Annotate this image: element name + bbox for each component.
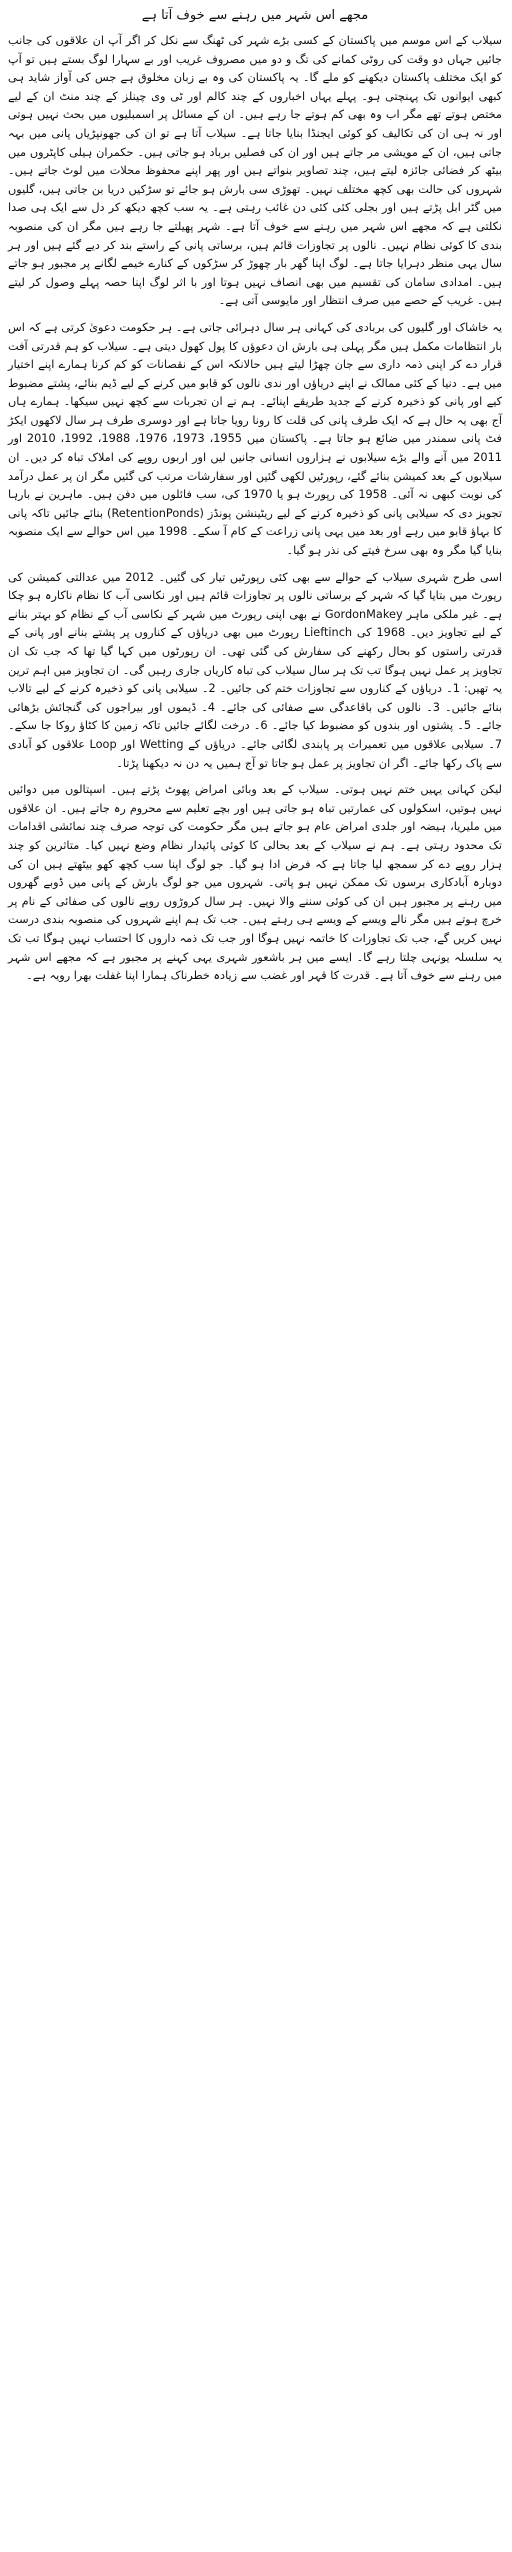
article-paragraph-1: سیلاب کے اس موسم میں پاکستان کے کسی بڑے شہر کی ٹھنگ سے نکل کر اگر آپ ان علاقوں کی جانب جائیں جہاں دو وقت کی روٹی کمانے کی تگ و دو میں مصروف غریب اور بے سہارا لوگ بستے ہیں تو آپ کو ایک مختلف پاکستان دیکھنے کو ملے گا۔ یہ پاکستان کی وہ بے زبان مخلوق ہے جس کی آواز شاید ہی کبھی ایوانوں تک پہنچتی ہو۔ پہلے یہاں اخباروں کے چند کالم اور ٹی وی چینلز کے چند منٹ ان کے لیے مختص ہوتے تھے مگر اب وہ بھی کم ہوتے جا رہے ہیں۔ ان کے مسائل پر اسمبلیوں میں بحث نہیں ہوتی اور نہ ہی ان کی تکالیف کو کوئی ایجنڈا بنایا جاتا ہے۔ سیلاب آتا ہے تو ان کی جھونپڑیاں پانی میں بہہ جاتی ہیں، ان کے مویشی مر جاتے ہیں اور ان کی فصلیں برباد ہو جاتی ہیں۔ حکمران ہیلی کاپٹروں میں بیٹھ کر فضائی جائزہ لیتے ہیں، چند تصاویر بنواتے ہیں اور پھر اپنے محفوظ محلات میں لوٹ جاتے ہیں۔ شہروں کی حالت بھی کچھ مختلف نہیں۔ تھوڑی سی بارش ہو جائے تو سڑکیں دریا بن جاتی ہیں، گلیوں میں گٹر ابل پڑتے ہیں اور بجلی کئی کئی دن غائب رہتی ہے۔ یہ سب کچھ دیکھ کر دل سے ایک ہی صدا نکلتی ہے کہ مجھے اس شہر میں رہنے سے خوف آتا ہے۔ شہر پھیلتے جا رہے ہیں مگر ان کی منصوبہ بندی کا کوئی نظام نہیں۔ نالوں پر تجاوزات قائم ہیں، برساتی پانی کے راستے بند کر دیے گئے ہیں اور ہر سال یہی منظر دہرایا جاتا ہے۔ لوگ اپنا گھر بار چھوڑ کر سڑکوں کے کنارے خیمے لگانے پر مجبور ہو جاتے ہیں۔ امدادی سامان کی تقسیم میں بھی انصاف نہیں ہوتا اور با اثر لوگ اپنا حصہ پہلے وصول کر لیتے ہیں۔ غریب کے حصے میں صرف انتظار اور مایوسی آتی ہے۔: [8, 34, 502, 308]
article-paragraph-4: لیکن کہانی یہیں ختم نہیں ہوتی۔ سیلاب کے بعد وبائی امراض پھوٹ پڑتے ہیں۔ اسپتالوں میں دوائیں نہیں ہوتیں، اسکولوں کی عمارتیں تباہ ہو جاتی ہیں اور بچے تعلیم سے محروم رہ جاتے ہیں۔ ان علاقوں میں ملیریا، ہیضہ اور جلدی امراض عام ہو جاتے ہیں مگر حکومت کی توجہ صرف چند نمائشی اقدامات تک محدود رہتی ہے۔ ہم نے سیلاب کے بعد بحالی کا کوئی پائیدار نظام وضع نہیں کیا۔ متاثرین کو چند ہزار روپے دے کر سمجھ لیا جاتا ہے کہ فرض ادا ہو گیا۔ جو لوگ اپنا سب کچھ کھو بیٹھتے ہیں ان کی دوبارہ آبادکاری برسوں تک ممکن نہیں ہو پاتی۔ شہروں میں جو لوگ بارش کے پانی میں ڈوبے گھروں میں رہنے پر مجبور ہیں ان کی کوئی سننے والا نہیں۔ ہر سال کروڑوں روپے نالوں کی صفائی کے نام پر خرچ ہوتے ہیں مگر نالے ویسے کے ویسے ہی رہتے ہیں۔ جب تک ہم اپنے شہروں کی منصوبہ بندی درست نہیں کریں گے، جب تک تجاوزات کا خاتمہ نہیں ہوگا اور جب تک ذمہ داروں کا احتساب نہیں ہوگا تب تک یہ سلسلہ یونہی چلتا رہے گا۔ ایسے میں ہر باشعور شہری یہی کہنے پر مجبور ہے کہ مجھے اس شہر میں رہنے سے خوف آتا ہے۔ قدرت کا قہر اور غضب سے زیادہ خطرناک ہمارا اپنا غفلت بھرا رویہ ہے۔: [8, 783, 502, 983]
article-paragraph-2: یہ خاشاک اور گلیوں کی بربادی کی کہانی ہر سال دہرائی جاتی ہے۔ ہر حکومت دعویٰ کرتی ہے کہ اس بار انتظامات مکمل ہیں مگر پہلی ہی بارش ان دعوؤں کا پول کھول دیتی ہے۔ سیلاب کو ہم قدرتی آفت قرار دے کر اپنی ذمہ داری سے جان چھڑا لیتے ہیں حالانکہ اس کے نقصانات کو کم کرنا ہمارے اپنے اختیار میں ہے۔ دنیا کے کئی ممالک نے اپنے دریاؤں اور ندی نالوں کو قابو میں کرنے کے لیے ڈیم بنائے، پشتے مضبوط کیے اور پانی کو ذخیرہ کرنے کے جدید طریقے اپنائے۔ ہم نے ان تجربات سے کچھ نہیں سیکھا۔ ہمارے ہاں آج بھی یہ حال ہے کہ ایک طرف پانی کی قلت کا رونا رویا جاتا ہے اور دوسری طرف ہر سال لاکھوں ایکڑ فٹ پانی سمندر میں ضائع ہو جاتا ہے۔ پاکستان میں 1955، 1973، 1976، 1988، 1992، 2010 اور 2011 میں آنے والے بڑے سیلابوں نے ہزاروں انسانی جانیں لیں اور اربوں روپے کی املاک تباہ کر دیں۔ ان سیلابوں کے بعد کمیشن بنائے گئے، رپورٹیں لکھی گئیں اور سفارشات مرتب کی گئیں مگر ان پر عمل درآمد کی نوبت کبھی نہ آئی۔ 1958 کی رپورٹ ہو یا 1970 کی، سب فائلوں میں دفن ہیں۔ ماہرین نے بارہا تجویز دی کہ سیلابی پانی کو ذخیرہ کرنے کے لیے ریٹینشن پونڈز (RetentionPonds) بنائے جائیں تاکہ پانی کا بہاؤ قابو میں رہے اور بعد میں یہی پانی زراعت کے کام آ سکے۔ 1998 میں اس حوالے سے ایک منصوبہ بنایا گیا مگر وہ بھی سرخ فیتے کی نذر ہو گیا۔: [8, 320, 503, 558]
article-paragraph-3: اسی طرح شہری سیلاب کے حوالے سے بھی کئی رپورٹیں تیار کی گئیں۔ 2012 میں عدالتی کمیشن کی رپورٹ میں بتایا گیا کہ شہر کے برساتی نالوں پر تجاوزات قائم ہیں اور نکاسی آب کا نظام ناکارہ ہو چکا ہے۔ غیر ملکی ماہر GordonMakey نے بھی اپنی رپورٹ میں شہر کے نکاسی آب کے نظام کو بہتر بنانے کے لیے تجاویز دیں۔ 1968 کی Lieftinch رپورٹ میں بھی دریاؤں کے کناروں پر پشتے بنانے اور پانی کے قدرتی راستوں کو بحال رکھنے کی سفارش کی گئی تھی۔ ان رپورٹوں میں کہا گیا تھا کہ جب تک ان تجاویز پر عمل نہیں ہوگا تب تک ہر سال سیلاب کی تباہ کاریاں جاری رہیں گی۔ ان تجاویز میں اہم ترین یہ تھیں: 1۔ دریاؤں کے کناروں سے تجاوزات ختم کی جائیں۔ 2۔ سیلابی پانی کو ذخیرہ کرنے کے لیے تالاب بنائے جائیں۔ 3۔ نالوں کی باقاعدگی سے صفائی کی جائے۔ 4۔ ڈیموں اور بیراجوں کی گنجائش بڑھائی جائے۔ 5۔ پشتوں اور بندوں کو مضبوط کیا جائے۔ 6۔ درخت لگائے جائیں تاکہ زمین کا کٹاؤ روکا جا سکے۔ 7۔ سیلابی علاقوں میں تعمیرات پر پابندی لگائی جائے۔ دریاؤں کے Wetting اور Loop علاقوں کو آبادی سے پاک رکھا جائے۔ اگر ان تجاویز پر عمل ہو جاتا تو آج ہمیں یہ دن نہ دیکھنا پڑتا۔: [8, 570, 503, 770]
article-title: مجھے اس شہر میں رہنے سے خوف آتا ہے: [141, 8, 369, 23]
